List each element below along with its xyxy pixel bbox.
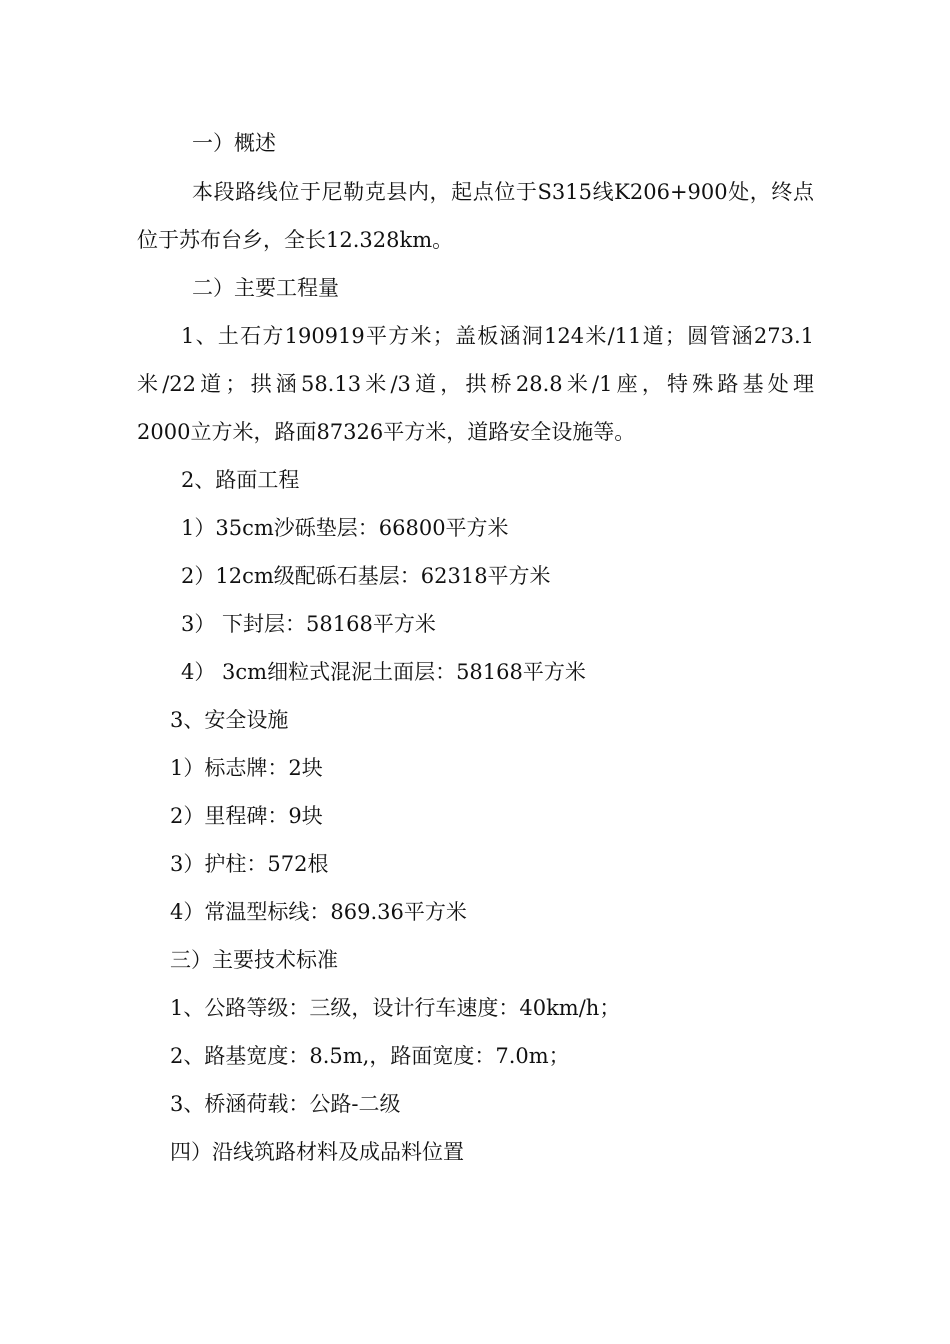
subsection-heading-pavement: 2、路面工程 [181,468,300,492]
section-heading-quantities: 二）主要工程量 [192,276,339,300]
safety-item-4: 4）常温型标线：869.36平方米 [170,900,467,924]
pavement-item-3: 3） 下封层：58168平方米 [181,612,436,636]
standards-item-3: 3、桥涵荷载：公路-二级 [170,1092,401,1116]
section-heading-materials: 四）沿线筑路材料及成品料位置 [170,1140,464,1164]
pavement-item-4: 4） 3cm细粒式混泥土面层：58168平方米 [181,660,586,684]
pavement-item-1: 1）35cm沙砾垫层：66800平方米 [181,516,509,540]
standards-item-1: 1、公路等级：三级，设计行车速度：40km/h； [170,996,621,1020]
section-heading-standards: 三）主要技术标准 [170,948,338,972]
section-heading-overview: 一）概述 [192,131,276,155]
safety-item-1: 1）标志牌：2块 [170,756,323,780]
safety-item-2: 2）里程碑：9块 [170,804,323,828]
quantities-item-1-line-1: 1、土石方190919平方米；盖板涵洞124米/11道；圆管涵273.1 [181,324,814,348]
subsection-heading-safety: 3、安全设施 [170,708,289,732]
standards-item-2: 2、路基宽度：8.5m,，路面宽度：7.0m； [170,1044,570,1068]
overview-paragraph-line-1: 本段路线位于尼勒克县内，起点位于S315线K206+900处，终点 [192,180,814,204]
safety-item-3: 3）护柱：572根 [170,852,329,876]
overview-paragraph-line-2: 位于苏布台乡，全长12.328km。 [137,228,454,252]
quantities-item-1-line-3: 2000立方米，路面87326平方米，道路安全设施等。 [137,420,636,444]
quantities-item-1-line-2: 米/22道；拱涵58.13米/3道，拱桥28.8米/1座，特殊路基处理 [137,372,814,396]
pavement-item-2: 2）12cm级配砾石基层：62318平方米 [181,564,551,588]
